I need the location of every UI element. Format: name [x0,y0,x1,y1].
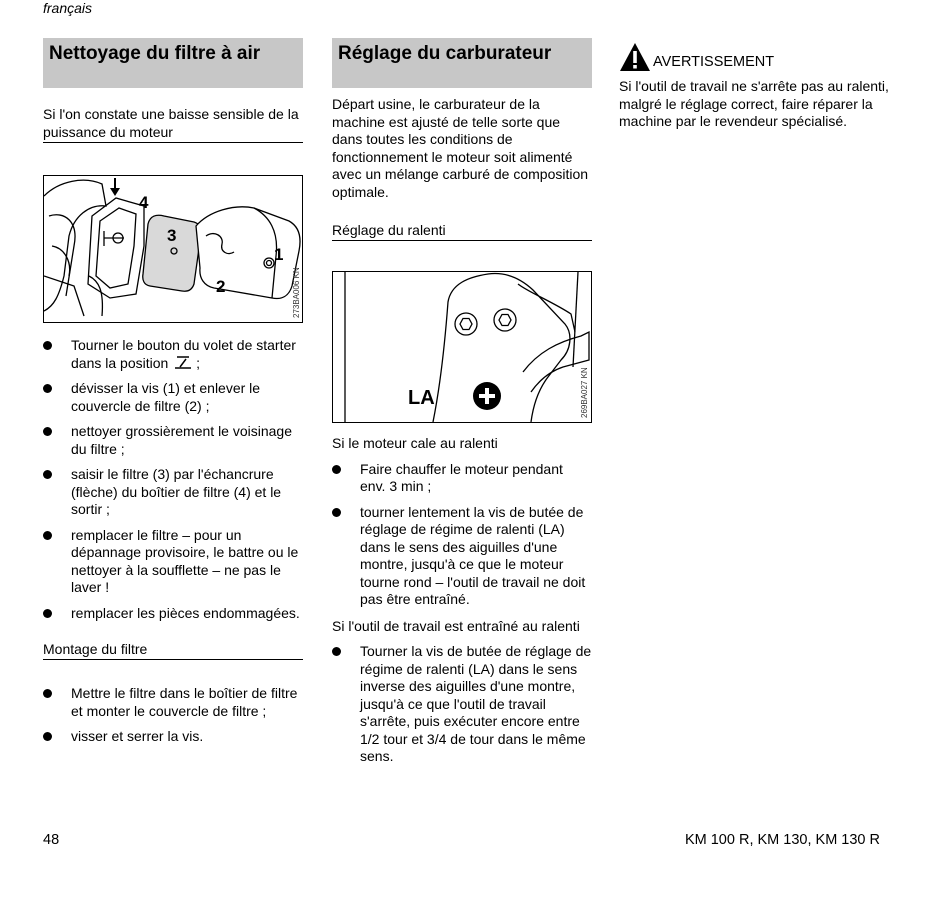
bullet-icon [43,531,52,540]
driven-steps [332,643,592,766]
figure-label-1: 1 [274,245,284,264]
carburetor-drawing [333,272,591,422]
model-name: KM 100 R, KM 130, KM 130 R [684,832,880,848]
language-label: français [43,0,93,16]
warning-triangle-icon [619,42,651,72]
stall-steps [332,461,592,609]
stall-title: Si le moteur cale au ralenti [332,435,498,451]
bullet-icon [43,689,52,698]
air-filter-figure-code: 273BA006 KN [292,267,301,318]
la-label: LA [408,387,435,409]
bullet-icon [332,647,341,656]
figure-label-4: 4 [139,193,149,212]
list-item: tourner lentement la vis de butée de réglage de régime de ralenti (LA) dans le sens des aiguilles d'une montre, jusqu'à ce que le moteur tourne rond – l'outil de travail ne doit pas être entraîné. [332,504,592,609]
mounting-title: Montage du filtre [43,640,303,660]
list-item: saisir le filtre (3) par l'échancrure (flèche) du boîtier de filtre (4) et le sortir ; [43,466,303,519]
figure-label-2: 2 [216,277,226,296]
carburetor-figure [332,271,592,423]
mounting-steps [43,685,303,746]
carburetor-column [332,38,592,766]
choke-symbol-icon [174,356,192,370]
figure-label-3: 3 [167,226,177,245]
warning-text: Si l'outil de travail ne s'arrête pas au ralenti, malgré le réglage correct, faire réparer la machine par le revendeur spécialisé. [619,78,889,129]
bullet-icon [43,427,52,436]
bullet-icon [332,465,341,474]
list-item: nettoyer grossièrement le voisinage du filtre ; [43,423,303,458]
warning-column [619,38,889,131]
carburetor-title: Réglage du carburateur [332,38,592,88]
bullet-icon [43,732,52,741]
carburetor-figure-code: 269BA027 KN [580,367,589,418]
list-item: remplacer les pièces endommagées. [43,605,303,623]
list-item: Tourner le bouton du volet de starter dans la position ; [43,337,303,372]
warning-heading [619,38,889,72]
bullet-icon [43,470,52,479]
air-filter-figure [43,175,303,323]
list-item: Mettre le filtre dans le boîtier de filtre et monter le couvercle de filtre ; [43,685,303,720]
air-filter-subtitle: Si l'on constate une baisse sensible de la puissance du moteur [43,105,303,143]
list-item: visser et serrer la vis. [43,728,303,746]
carburetor-intro: Départ usine, le carburateur de la machine est ajusté de telle sorte que dans toutes les conditions de fonctionnement le moteur soit alimenté avec un mélange carburé de composition optimale. [332,96,589,200]
driven-title: Si l'outil de travail est entraîné au ralenti [332,617,580,634]
list-item: remplacer le filtre – pour un dépannage provisoire, le battre ou le nettoyer à la soufflette – ne pas le laver ! [43,527,303,597]
air-filter-steps [43,337,303,622]
warning-title: AVERTISSEMENT [653,54,775,70]
bullet-icon [332,508,341,517]
list-item: dévisser la vis (1) et enlever le couvercle de filtre (2) ; [43,380,303,415]
idle-title: Réglage du ralenti [332,221,592,241]
list-item: Faire chauffer le moteur pendant env. 3 min ; [332,461,592,496]
air-filter-title: Nettoyage du filtre à air [43,38,303,88]
air-filter-drawing [44,176,302,322]
page-number: 48 [43,832,60,848]
step1-suffix: ; [196,354,200,371]
bullet-icon [43,609,52,618]
air-filter-column [43,38,303,746]
list-item: Tourner la vis de butée de réglage de régime de ralenti (LA) dans le sens inverse des aiguilles d'une montre, jusqu'à ce que l'outil de travail s'arrête, puis exécuter encore entre 1/2 tour et 3/4 de tour dans le même sens. [332,643,592,766]
bullet-icon [43,384,52,393]
bullet-icon [43,341,52,350]
